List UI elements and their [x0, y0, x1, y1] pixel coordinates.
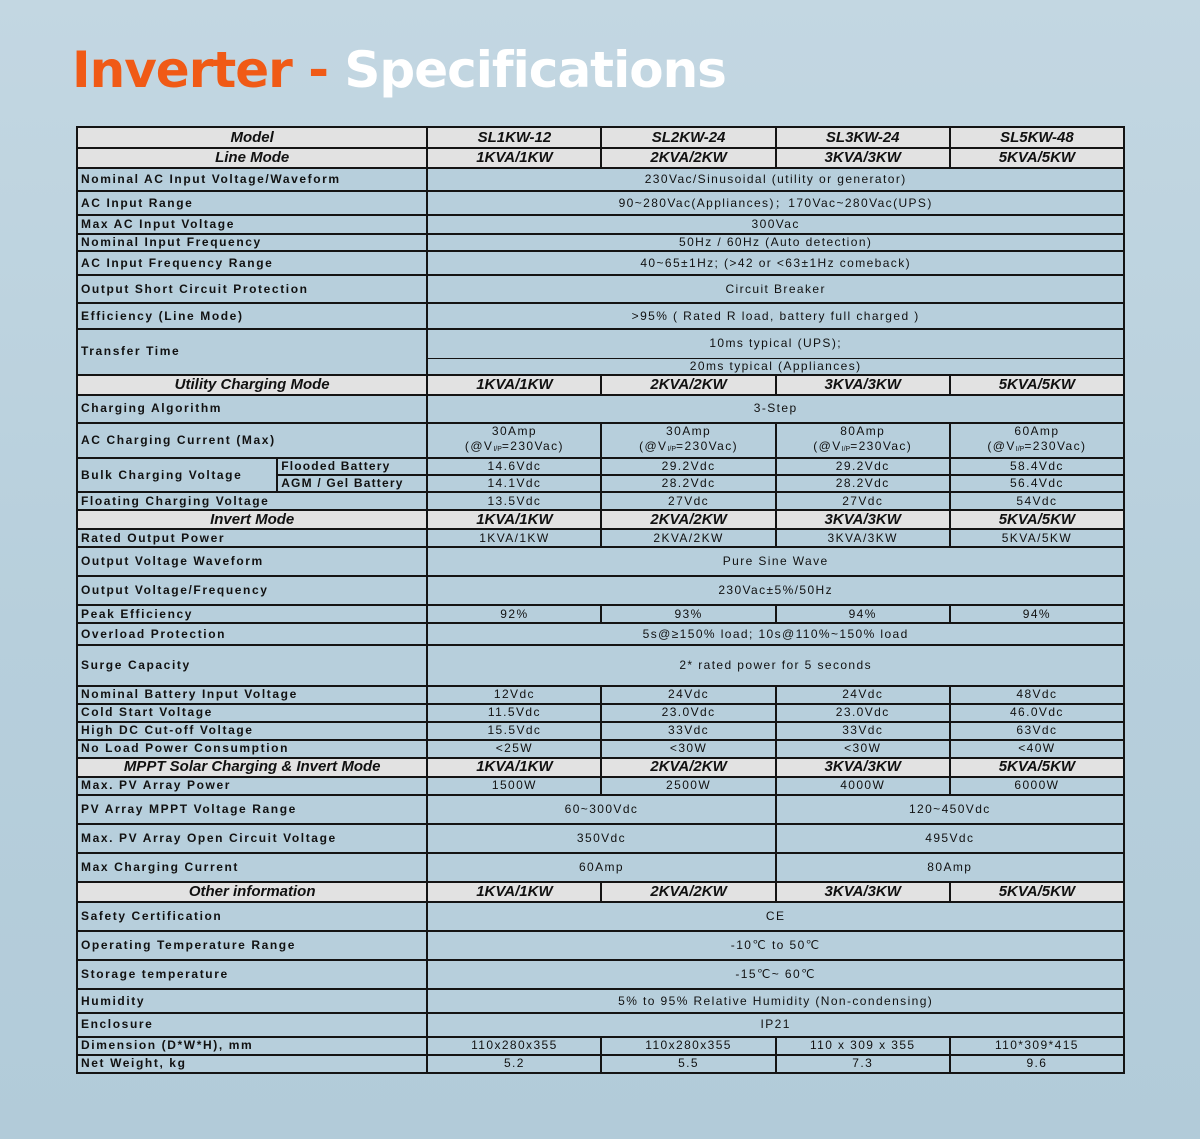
rating-cell: 3KVA/3KW	[776, 882, 950, 902]
amp-value: 80Amp	[840, 423, 886, 438]
row-label: High DC Cut-off Voltage	[77, 722, 427, 740]
specifications-table	[76, 126, 1125, 1074]
row-label: Floating Charging Voltage	[77, 492, 427, 510]
table-row	[77, 722, 1124, 740]
row-value: 27Vdc	[776, 492, 950, 510]
row-value: IP21	[427, 1013, 1124, 1036]
row-value: 60Amp	[427, 853, 775, 882]
table-row	[77, 645, 1124, 685]
row-utility-header	[77, 375, 1124, 395]
rating-cell: 3KVA/3KW	[776, 375, 950, 395]
rating-cell: 1KVA/1KW	[427, 510, 601, 529]
row-label: AC Charging Current (Max)	[77, 423, 427, 458]
table-row	[77, 275, 1124, 303]
section-other-information: Other information	[77, 882, 427, 902]
table-row	[77, 704, 1124, 722]
rating-cell: 3KVA/3KW	[776, 758, 950, 777]
table-row	[77, 902, 1124, 931]
row-value: 54Vdc	[950, 492, 1124, 510]
row-label: No Load Power Consumption	[77, 740, 427, 758]
row-label: Output Short Circuit Protection	[77, 275, 427, 303]
table-row	[77, 529, 1124, 547]
table-row	[77, 686, 1124, 704]
row-label: Max AC Input Voltage	[77, 215, 427, 234]
rating-cell: 2KVA/2KW	[601, 375, 775, 395]
table-row	[77, 395, 1124, 423]
row-label: Peak Efficiency	[77, 605, 427, 623]
row-value: 120~450Vdc	[776, 795, 1124, 824]
row-label: Safety Certification	[77, 902, 427, 931]
row-value: 10ms typical (UPS);	[427, 329, 1124, 359]
row-label: Max. PV Array Open Circuit Voltage	[77, 824, 427, 853]
row-value: 63Vdc	[950, 722, 1124, 740]
row-value: 33Vdc	[776, 722, 950, 740]
row-value: 27Vdc	[601, 492, 775, 510]
row-value: <30W	[601, 740, 775, 758]
row-value: 13.5Vdc	[427, 492, 601, 510]
section-line-mode: Line Mode	[77, 148, 427, 168]
row-value: 58.4Vdc	[950, 458, 1124, 475]
row-value: 1KVA/1KW	[427, 529, 601, 547]
rating-cell: 1KVA/1KW	[427, 375, 601, 395]
row-value: 28.2Vdc	[776, 475, 950, 492]
row-value: 29.2Vdc	[776, 458, 950, 475]
row-value: 23.0Vdc	[776, 704, 950, 722]
row-value: 110 x 309 x 355	[776, 1037, 950, 1055]
section-invert-mode: Invert Mode	[77, 510, 427, 529]
row-value: <40W	[950, 740, 1124, 758]
condition-text: $(@V_{I/P}=230Vac)$	[464, 438, 564, 453]
rating-cell: 1KVA/1KW	[427, 882, 601, 902]
rating-cell: 3KVA/3KW	[776, 148, 950, 168]
row-value: 2500W	[601, 777, 775, 795]
table-row	[77, 576, 1124, 605]
row-label: Rated Output Power	[77, 529, 427, 547]
row-label: Nominal AC Input Voltage/Waveform	[77, 168, 427, 191]
row-value: 56.4Vdc	[950, 475, 1124, 492]
row-value: -10℃ to 50℃	[427, 931, 1124, 960]
row-value: 5KVA/5KW	[950, 529, 1124, 547]
rating-cell: 2KVA/2KW	[601, 882, 775, 902]
row-label: Transfer Time	[77, 329, 427, 375]
rating-cell: 5KVA/5KW	[950, 510, 1124, 529]
row-value: 110x280x355	[601, 1037, 775, 1055]
row-value: 48Vdc	[950, 686, 1124, 704]
section-utility-charging-mode: Utility Charging Mode	[77, 375, 427, 395]
amp-value: 30Amp	[666, 423, 712, 438]
rating-cell: 3KVA/3KW	[776, 510, 950, 529]
row-value	[427, 423, 601, 458]
row-value: 20ms typical (Appliances)	[427, 359, 1124, 375]
row-value: Circuit Breaker	[427, 275, 1124, 303]
row-value: 230Vac/Sinusoidal (utility or generator)	[427, 168, 1124, 191]
row-value: 230Vac±5%/50Hz	[427, 576, 1124, 605]
page-title	[72, 38, 726, 102]
row-value: 29.2Vdc	[601, 458, 775, 475]
row-label: Efficiency (Line Mode)	[77, 303, 427, 328]
row-value: 300Vac	[427, 215, 1124, 234]
row-value: 6000W	[950, 777, 1124, 795]
row-value: 90~280Vac(Appliances)；170Vac~280Vac(UPS)	[427, 191, 1124, 215]
row-value: 33Vdc	[601, 722, 775, 740]
row-label: Bulk Charging Voltage	[77, 458, 277, 492]
row-value: 5.5	[601, 1055, 775, 1073]
table-row	[77, 960, 1124, 989]
table-row	[77, 605, 1124, 623]
row-value: 5.2	[427, 1055, 601, 1073]
row-invert-header	[77, 510, 1124, 529]
row-value: 11.5Vdc	[427, 704, 601, 722]
row-value: 50Hz / 60Hz (Auto detection)	[427, 234, 1124, 251]
row-label: Dimension (D*W*H), mm	[77, 1037, 427, 1055]
row-value: 5s@≥150% load; 10s@110%~150% load	[427, 623, 1124, 645]
sub-label: AGM / Gel Battery	[277, 475, 427, 492]
row-label: Operating Temperature Range	[77, 931, 427, 960]
title-inverter: Inverter -	[72, 41, 328, 99]
rating-cell: 2KVA/2KW	[601, 148, 775, 168]
header-model: Model	[77, 127, 427, 148]
row-label: Max. PV Array Power	[77, 777, 427, 795]
rating-cell: 5KVA/5KW	[950, 882, 1124, 902]
row-value: 24Vdc	[776, 686, 950, 704]
row-value: 3-Step	[427, 395, 1124, 423]
table-row	[77, 853, 1124, 882]
table-row	[77, 423, 1124, 458]
table-row	[77, 329, 1124, 359]
row-value: -15℃~ 60℃	[427, 960, 1124, 989]
row-value: 2* rated power for 5 seconds	[427, 645, 1124, 685]
row-label: Surge Capacity	[77, 645, 427, 685]
row-label: Charging Algorithm	[77, 395, 427, 423]
table-row	[77, 215, 1124, 234]
row-label: Enclosure	[77, 1013, 427, 1036]
row-value: 350Vdc	[427, 824, 775, 853]
row-value: 7.3	[776, 1055, 950, 1073]
row-mppt-header	[77, 758, 1124, 777]
row-value: 60~300Vdc	[427, 795, 775, 824]
row-value: 2KVA/2KW	[601, 529, 775, 547]
row-label: Max Charging Current	[77, 853, 427, 882]
row-label: Output Voltage Waveform	[77, 547, 427, 576]
row-label: Output Voltage/Frequency	[77, 576, 427, 605]
table-row	[77, 1037, 1124, 1055]
table-row	[77, 777, 1124, 795]
row-value: 46.0Vdc	[950, 704, 1124, 722]
title-specifications: Specifications	[344, 41, 726, 99]
rating-cell: 5KVA/5KW	[950, 758, 1124, 777]
table-row	[77, 234, 1124, 251]
table-row	[77, 168, 1124, 191]
condition-text: $(@V_{I/P}=230Vac)$	[987, 438, 1087, 453]
amp-value: 30Amp	[491, 423, 537, 438]
row-value: 24Vdc	[601, 686, 775, 704]
row-value: >95% ( Rated R load, battery full charged )	[427, 303, 1124, 328]
row-value: 4000W	[776, 777, 950, 795]
row-label: PV Array MPPT Voltage Range	[77, 795, 427, 824]
table-row	[77, 740, 1124, 758]
row-value: 3KVA/3KW	[776, 529, 950, 547]
table-row	[77, 989, 1124, 1013]
rating-cell: 5KVA/5KW	[950, 148, 1124, 168]
row-value: 23.0Vdc	[601, 704, 775, 722]
row-value: 40~65±1Hz; (>42 or <63±1Hz comeback)	[427, 251, 1124, 275]
row-label: Cold Start Voltage	[77, 704, 427, 722]
table-row	[77, 303, 1124, 328]
model-cell: SL1KW-12	[427, 127, 601, 148]
row-value: 5% to 95% Relative Humidity (Non-condensing)	[427, 989, 1124, 1013]
row-value: 28.2Vdc	[601, 475, 775, 492]
row-value: 110*309*415	[950, 1037, 1124, 1055]
row-value: 14.6Vdc	[427, 458, 601, 475]
row-value: 1500W	[427, 777, 601, 795]
row-label: AC Input Range	[77, 191, 427, 215]
row-value	[601, 423, 775, 458]
condition-text: $(@V_{I/P}=230Vac)$	[813, 438, 913, 453]
row-value: 110x280x355	[427, 1037, 601, 1055]
rating-cell: 1KVA/1KW	[427, 758, 601, 777]
amp-value: 60Amp	[1014, 423, 1060, 438]
row-model	[77, 127, 1124, 148]
row-value: 93%	[601, 605, 775, 623]
rating-cell: 2KVA/2KW	[601, 510, 775, 529]
table-row	[77, 191, 1124, 215]
table-row	[77, 824, 1124, 853]
condition-text: $(@V_{I/P}=230Vac)$	[639, 438, 739, 453]
row-value	[776, 423, 950, 458]
row-value: 14.1Vdc	[427, 475, 601, 492]
table-row	[77, 458, 1124, 475]
row-value: 92%	[427, 605, 601, 623]
row-value: <30W	[776, 740, 950, 758]
row-line-mode-header	[77, 148, 1124, 168]
row-label: Humidity	[77, 989, 427, 1013]
table-row	[77, 492, 1124, 510]
model-cell: SL3KW-24	[776, 127, 950, 148]
row-other-header	[77, 882, 1124, 902]
rating-cell: 2KVA/2KW	[601, 758, 775, 777]
row-value: 9.6	[950, 1055, 1124, 1073]
row-value: 495Vdc	[776, 824, 1124, 853]
table-row	[77, 623, 1124, 645]
row-label: Nominal Input Frequency	[77, 234, 427, 251]
section-mppt: MPPT Solar Charging & Invert Mode	[77, 758, 427, 777]
row-value: 15.5Vdc	[427, 722, 601, 740]
row-value: Pure Sine Wave	[427, 547, 1124, 576]
table-row	[77, 547, 1124, 576]
rating-cell: 1KVA/1KW	[427, 148, 601, 168]
model-cell: SL5KW-48	[950, 127, 1124, 148]
row-label: Nominal Battery Input Voltage	[77, 686, 427, 704]
table-row	[77, 1055, 1124, 1073]
rating-cell: 5KVA/5KW	[950, 375, 1124, 395]
row-value: <25W	[427, 740, 601, 758]
row-value: CE	[427, 902, 1124, 931]
table-row	[77, 1013, 1124, 1036]
row-label: Storage temperature	[77, 960, 427, 989]
table-row	[77, 931, 1124, 960]
model-cell: SL2KW-24	[601, 127, 775, 148]
row-value: 80Amp	[776, 853, 1124, 882]
sub-label: Flooded Battery	[277, 458, 427, 475]
row-value	[950, 423, 1124, 458]
row-value: 12Vdc	[427, 686, 601, 704]
table-row	[77, 795, 1124, 824]
row-value: 94%	[776, 605, 950, 623]
row-label: Overload Protection	[77, 623, 427, 645]
row-value: 94%	[950, 605, 1124, 623]
row-label: Net Weight, kg	[77, 1055, 427, 1073]
table-row	[77, 251, 1124, 275]
row-label: AC Input Frequency Range	[77, 251, 427, 275]
